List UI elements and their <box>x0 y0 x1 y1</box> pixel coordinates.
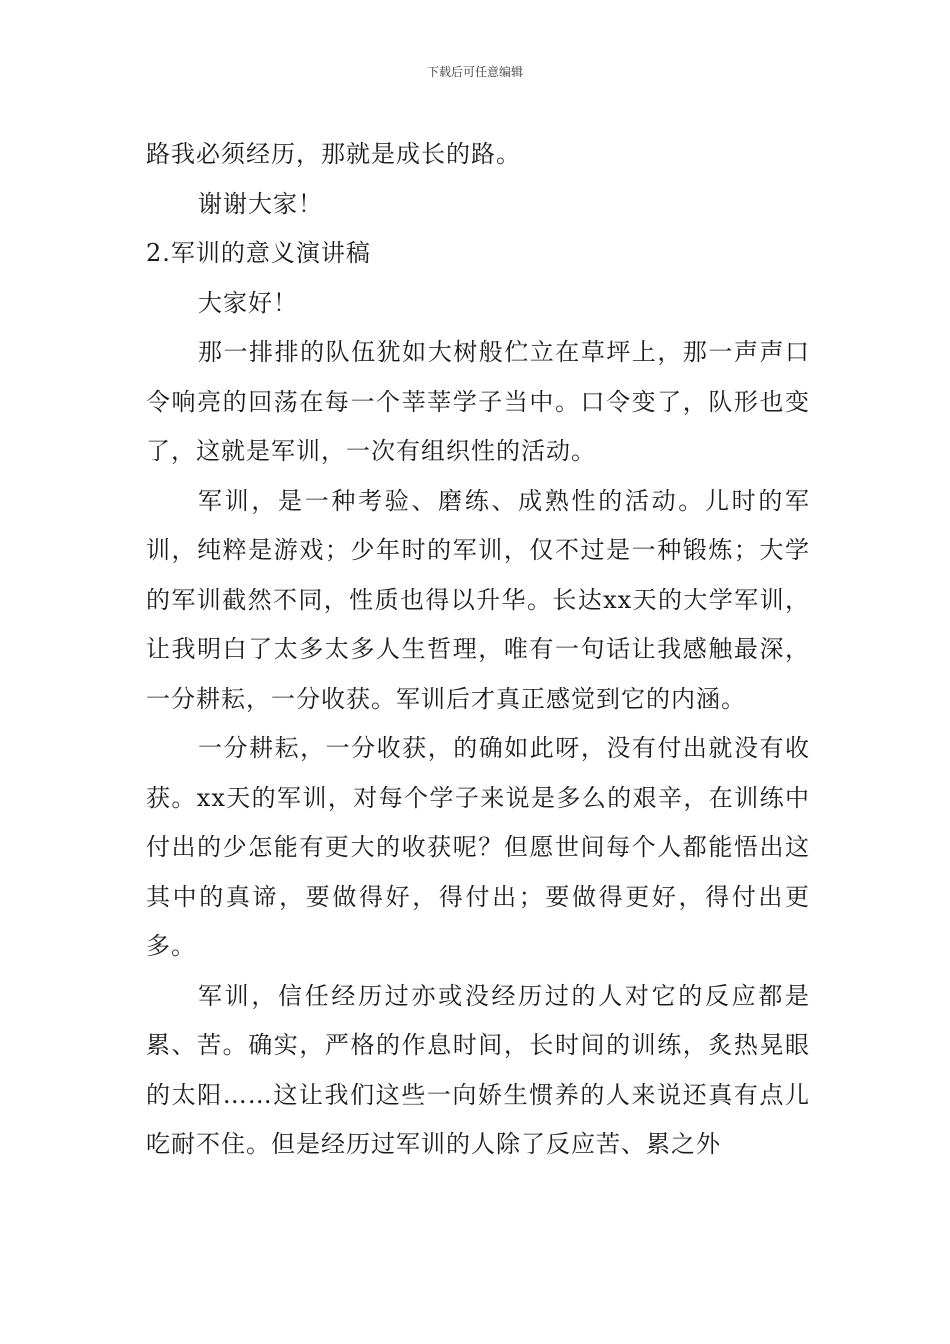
paragraph-body: 那一排排的队伍犹如大树般伫立在草坪上，那一声声口令响亮的回荡在每一个莘莘学子当中。口令变了，队形也变了，这就是军训，一次有组织性的活动。 <box>146 338 810 465</box>
paragraph-body: 军训，信任经历过亦或没经历过的人对它的反应都是累、苦。确实，严格的作息时间，长时间的训练，炙热晃眼的太阳……这让我们这些一向娇生惯养的人来说还真有点儿吃耐不住。但是经历过军训的人除了反应苦、累之外 <box>146 981 810 1158</box>
paragraph-thanks: 谢谢大家！ <box>198 189 323 218</box>
paragraph-body: 军训，是一种考验、磨练、成熟性的活动。儿时的军训，纯粹是游戏；少年时的军训，仅不过是一种锻炼；大学的军训截然不同，性质也得以升华。长达xx天的大学军训，让我明白了太多太多人生哲理，唯有一句话让我感触最深，一分耕耘，一分收获。军训后才真正感觉到它的内涵。 <box>146 486 810 713</box>
document-body <box>146 130 810 1170</box>
paragraph-continuation: 路我必须经历，那就是成长的路。 <box>146 140 521 168</box>
section-heading: 2.军训的意义演讲稿 <box>146 239 371 267</box>
paragraph-body: 一分耕耘，一分收获，的确如此呀，没有付出就没有收获。xx天的军训，对每个学子来说是多么的艰辛，在训练中付出的少怎能有更大的收获呢？但愿世间每个人都能悟出这其中的真谛，要做得好，得付出；要做得更好，得付出更多。 <box>146 734 810 960</box>
paragraph-greeting: 大家好！ <box>198 288 298 317</box>
page-header-note: 下载后可任意编辑 <box>426 65 523 79</box>
